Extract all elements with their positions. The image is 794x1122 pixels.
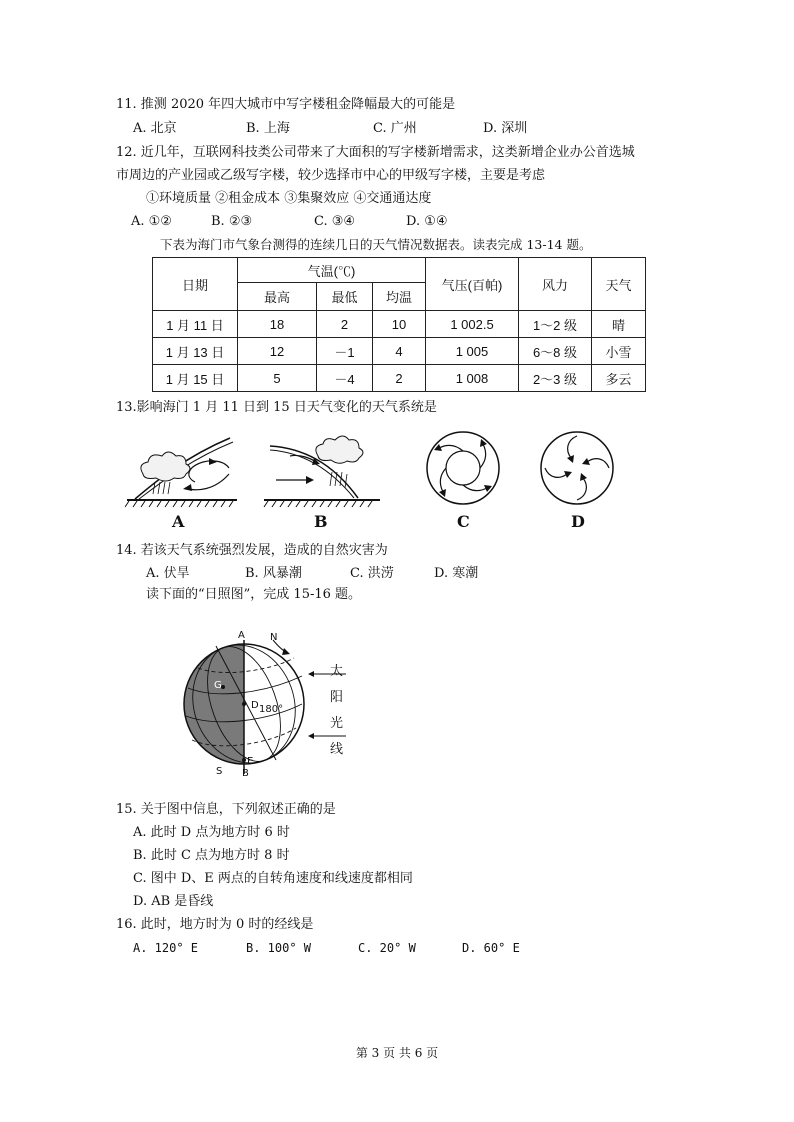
- table-row: [153, 365, 646, 392]
- cell-avg: 10: [373, 311, 426, 338]
- q11-stem: 11. 推测 2020 年四大城市中写字楼租金降幅最大的可能是: [116, 97, 456, 112]
- cell-date: 1 月 11 日: [153, 311, 238, 338]
- weather-table: [152, 257, 646, 392]
- page-footer: 第 3 页 共 6 页: [355, 1046, 439, 1060]
- sun-char-2: 阳: [330, 690, 344, 705]
- q12-factors: ①环境质量 ②租金成本 ③集聚效应 ④交通通达度: [146, 191, 432, 206]
- header-temp: 气温(℃): [238, 258, 426, 283]
- q16-option-a[interactable]: A. 120° E: [133, 941, 199, 955]
- q14-option-a[interactable]: A. 伏旱: [146, 566, 190, 581]
- header-max: 最高: [238, 283, 317, 311]
- cell-min: 2: [317, 311, 373, 338]
- cell-max: 5: [238, 365, 317, 392]
- q12-option-a[interactable]: A. ①②: [131, 214, 172, 229]
- q11-option-c[interactable]: C. 广州: [373, 121, 417, 136]
- q15-stem: 15. 关于图中信息，下列叙述正确的是: [116, 802, 336, 817]
- cold-front-diagram: [125, 432, 240, 514]
- globe-label-180: 180°: [259, 704, 284, 715]
- cell-min: －1: [317, 338, 373, 365]
- globe-label-s: S: [216, 766, 223, 777]
- globe-label-a: A: [238, 630, 245, 641]
- label-b: B: [314, 512, 328, 531]
- label-d: D: [571, 512, 585, 531]
- cell-date: 1 月 13 日: [153, 338, 238, 365]
- q16-option-b[interactable]: B. 100° W: [246, 941, 312, 955]
- cell-avg: 4: [373, 338, 426, 365]
- cell-pressure: 1 005: [426, 338, 519, 365]
- header-avg: 均温: [373, 283, 426, 311]
- q12-option-d[interactable]: D. ①④: [406, 214, 448, 229]
- warm-front-diagram: [262, 432, 382, 514]
- cell-wind: 2～3 级: [519, 365, 592, 392]
- header-pressure: 气压(百帕): [426, 258, 519, 311]
- cell-max: 12: [238, 338, 317, 365]
- q12-stem-line1: 12. 近几年，互联网科技类公司带来了大面积的写字楼新增需求，这类新增企业办公首选城: [116, 145, 635, 160]
- q14-option-c[interactable]: C. 洪涝: [350, 566, 394, 581]
- cell-wind: 1～2 级: [519, 311, 592, 338]
- cyclone-diagram: [539, 430, 615, 506]
- q15-option-b[interactable]: B. 此时 C 点为地方时 8 时: [133, 848, 290, 863]
- cell-pressure: 1 008: [426, 365, 519, 392]
- header-wind: 风力: [519, 258, 592, 311]
- q14-option-d[interactable]: D. 寒潮: [434, 566, 479, 581]
- globe-label-d: D: [251, 700, 259, 711]
- header-weather: 天气: [592, 258, 646, 311]
- q16-stem: 16. 此时，地方时为 0 时的经线是: [116, 917, 314, 932]
- globe-label-n: N: [270, 632, 278, 643]
- globe-label-g: G: [214, 680, 222, 691]
- sun-char-1: 太: [330, 664, 344, 679]
- anticyclone-diagram: [425, 430, 501, 506]
- header-date: 日期: [153, 258, 238, 311]
- q14-option-b[interactable]: B. 风暴潮: [245, 566, 302, 581]
- cell-max: 18: [238, 311, 317, 338]
- q11-option-d[interactable]: D. 深圳: [483, 121, 528, 136]
- globe-label-e: E: [247, 756, 254, 767]
- cell-pressure: 1 002.5: [426, 311, 519, 338]
- q12-option-b[interactable]: B. ②③: [211, 214, 253, 229]
- q16-option-c[interactable]: C. 20° W: [358, 941, 416, 955]
- q11-option-a[interactable]: A. 北京: [133, 121, 177, 136]
- label-c: C: [457, 512, 470, 531]
- cell-min: －4: [317, 365, 373, 392]
- sun-char-3: 光: [330, 716, 344, 731]
- q15-option-c[interactable]: C. 图中 D、E 两点的自转角速度和线速度都相同: [133, 871, 413, 886]
- cell-weather: 多云: [592, 365, 646, 392]
- sun-char-4: 线: [330, 742, 344, 757]
- cell-date: 1 月 15 日: [153, 365, 238, 392]
- table-intro: 下表为海门市气象台测得的连续几日的天气情况数据表。读表完成 13-14 题。: [160, 237, 592, 252]
- cell-avg: 2: [373, 365, 426, 392]
- q15-option-a[interactable]: A. 此时 D 点为地方时 6 时: [133, 825, 290, 840]
- q12-option-c[interactable]: C. ③④: [314, 214, 356, 229]
- label-a: A: [172, 512, 185, 531]
- cell-wind: 6～8 级: [519, 338, 592, 365]
- q14-stem: 14. 若该天气系统强烈发展，造成的自然灾害为: [116, 543, 388, 558]
- q16-option-d[interactable]: D. 60° E: [462, 941, 520, 955]
- table-row: [153, 338, 646, 365]
- globe-label-b: B: [242, 768, 249, 779]
- cell-weather: 小雪: [592, 338, 646, 365]
- q13-stem: 13.影响海门 1 月 11 日到 15 日天气变化的天气系统是: [116, 400, 437, 415]
- q15-option-d[interactable]: D. AB 是昏线: [133, 894, 214, 909]
- table-row: [153, 311, 646, 338]
- figure-intro: 读下面的“日照图”，完成 15-16 题。: [146, 587, 362, 602]
- cell-weather: 晴: [592, 311, 646, 338]
- header-min: 最低: [317, 283, 373, 311]
- q11-option-b[interactable]: B. 上海: [246, 121, 290, 136]
- q12-stem-line2: 市周边的产业园或乙级写字楼，较少选择市中心的甲级写字楼，主要是考虑: [116, 168, 546, 183]
